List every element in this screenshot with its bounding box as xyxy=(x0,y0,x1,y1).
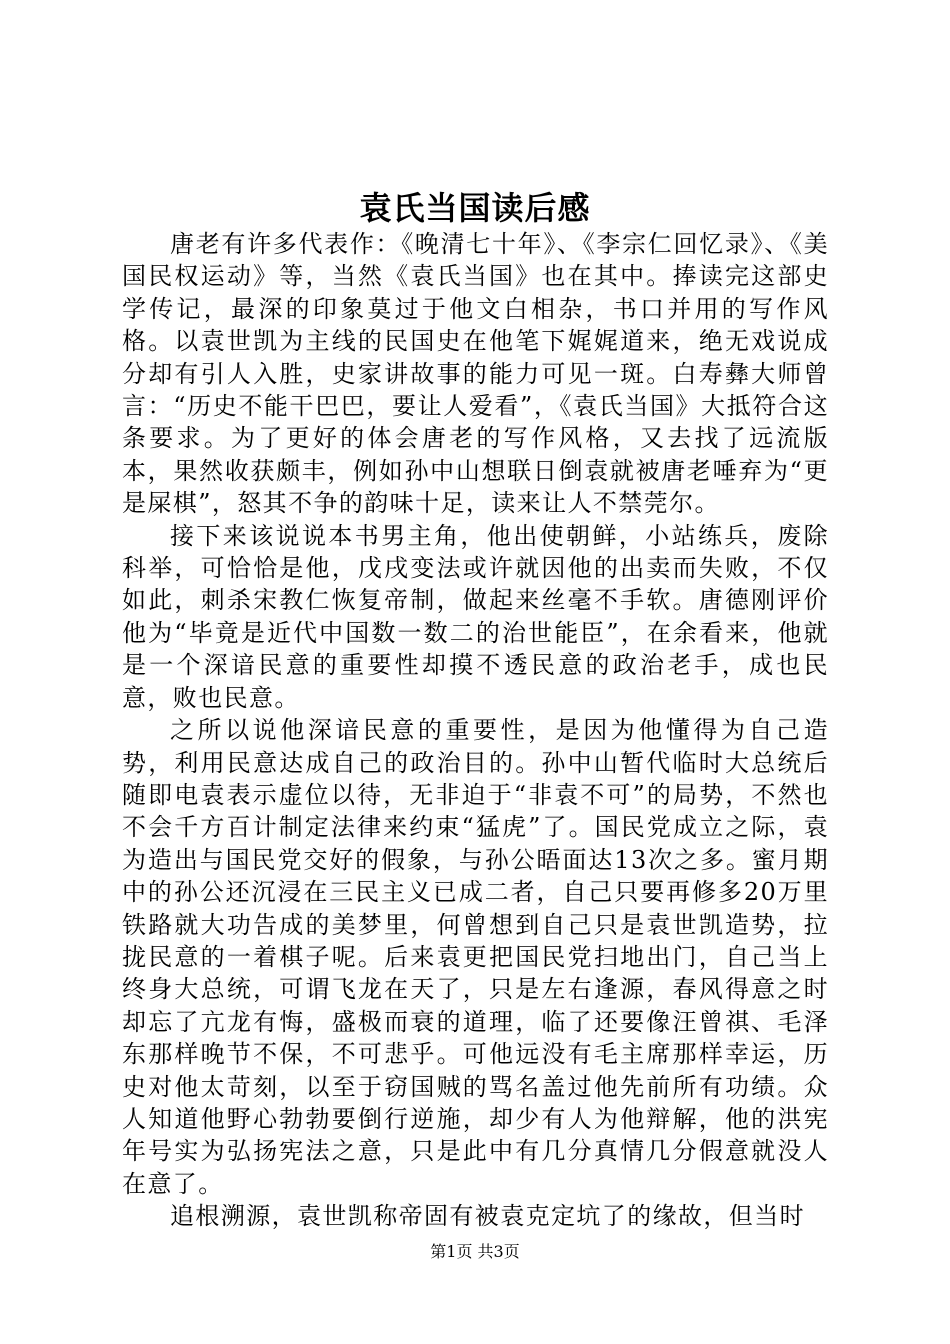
page-title: 袁氏当国读后感 xyxy=(359,189,591,227)
article-body xyxy=(122,228,829,1233)
page-number-footer: 第1页 共3页 xyxy=(430,1242,520,1261)
paragraph-4: 追根溯源，袁世凯称帝固有被袁克定坑了的缘故，但当时 xyxy=(170,1202,805,1231)
paragraph-1: 唐老有许多代表作：《晚清七十年》、《李宗仁回忆录》、《美国民权运动》等，当然《袁氏当国》也在其中。捧读完这部史学传记，最深的印象莫过于他文白相杂，书口并用的写作风格。以袁世凯为主线的民国史在他笔下娓娓道来，绝无戏说成分却有引人入胜，史家讲故事的能力可见一斑。白寿彝大师曾言：“历史不能干巴巴，要让人爱看”，《袁氏当国》大抵符合这条要求。为了更好的体会唐老的写作风格，又去找了远流版本，果然收获颇丰，例如孙中山想联日倒袁就被唐老唾弃为“更是屎棋”，怒其不争的韵味十足，读来让人不禁莞尔。 xyxy=(122,230,829,518)
paragraph-2: 接下来该说说本书男主角，他出使朝鲜，小站练兵，废除科举，可恰恰是他，戊戌变法或许就因他的出卖而失败，不仅如此，刺杀宋教仁恢复帝制，做起来丝毫不手软。唐德刚评价他为“毕竟是近代中国数一数二的治世能臣”，在余看来，他就是一个深谙民意的重要性却摸不透民意的政治老手，成也民意，败也民意。 xyxy=(122,521,829,712)
paragraph-3: 之所以说他深谙民意的重要性，是因为他懂得为自己造势，利用民意达成自己的政治目的。孙中山暂代临时大总统后随即电袁表示虚位以待，无非迫于“非袁不可”的局势，不然也不会千方百计制定法律来约束“猛虎”了。国民党成立之际，袁为造出与国民党交好的假象，与孙公晤面达13次之多。蜜月期中的孙公还沉浸在三民主义已成二者，自己只要再修多20万里铁路就大功告成的美梦里，何曾想到自己只是袁世凯造势，拉拢民意的一着棋子呢。后来袁更把国民党扫地出门，自己当上终身大总统，可谓飞龙在天了，只是左右逢源，春风得意之时却忘了亢龙有悔，盛极而衰的道理，临了还要像汪曾祺、毛泽东那样晚节不保，不可悲乎。可他远没有毛主席那样幸运，历史对他太苛刻，以至于窃国贼的骂名盖过他先前所有功绩。众人知道他野心勃勃要倒行逆施，却少有人为他辩解，他的洪宪年号实为弘扬宪法之意，只是此中有几分真情几分假意就没人在意了。 xyxy=(122,716,829,1198)
